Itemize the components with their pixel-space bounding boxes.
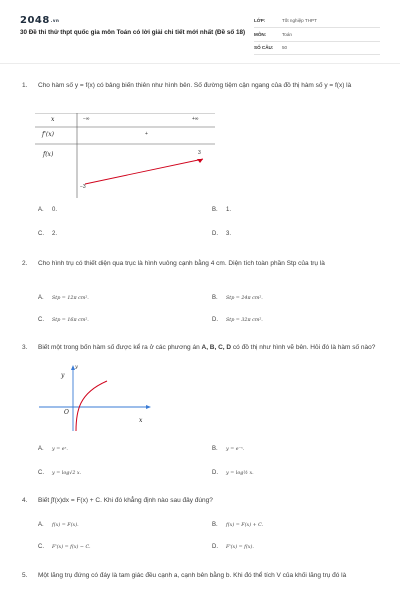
- vt-f-high: 3: [198, 150, 201, 156]
- vt-f-low: −3: [80, 184, 86, 190]
- q2-text: Cho hình trụ có thiết diện qua trục là hình vuông cạnh bằng 4 cm. Diện tích toàn phần Stp của trụ là: [38, 260, 325, 267]
- q2-option-c[interactable]: [38, 317, 89, 323]
- meta-class-value: Tốt nghiệp THPT: [282, 18, 317, 23]
- q4-option-a-text: f(x) = F(x).: [52, 523, 79, 528]
- vt-fp-sign: +: [145, 131, 148, 137]
- q3-graph-svg: [35, 363, 155, 433]
- page-header: [0, 0, 400, 60]
- logo-sub: .vn: [50, 17, 60, 23]
- q3-option-c-text: y = log√2 x.: [52, 471, 82, 476]
- logo-main: 2048: [20, 15, 50, 26]
- q1-option-d-letter: D.: [212, 231, 218, 237]
- q2-option-d-letter: D.: [212, 317, 218, 323]
- q5-number: 5.: [22, 572, 28, 579]
- vt-x-left: −∞: [83, 116, 90, 122]
- q1-option-c-letter: C.: [38, 231, 44, 237]
- q4-option-c[interactable]: [38, 544, 90, 550]
- q3-x-axis-label: x: [139, 417, 143, 424]
- q2-option-a[interactable]: [38, 295, 89, 301]
- q4-text: Biết ∫f(x)dx = F(x) + C. Khi đó khẳng định nào sau đây đúng?: [38, 497, 213, 504]
- q3-option-d-text: y = log½ x.: [226, 471, 254, 476]
- q1-text: Cho hàm số y = f(x) có bảng biến thiên như hình bên. Số đường tiệm cận ngang của đồ thị hàm số y = f(x) là: [38, 82, 352, 89]
- meta-count: [254, 43, 380, 55]
- variation-table-lines: [35, 113, 215, 203]
- document-title: 30 Đề thi thử thpt quốc gia môn Toán có lời giải chi tiết mới nhất (Đề số 18): [20, 29, 246, 36]
- meta-subject-value: Toán: [282, 32, 292, 37]
- q3-option-a-letter: A.: [38, 446, 44, 452]
- q3-option-d-letter: D.: [212, 470, 218, 476]
- q3-text-bold: A, B, C, D: [201, 344, 232, 351]
- q2-option-b-letter: B.: [212, 295, 218, 301]
- q3-text: [38, 343, 383, 353]
- q1-option-a[interactable]: [38, 207, 57, 213]
- q3-option-b-text: y = e⁻ˣ.: [226, 447, 245, 452]
- q2-option-a-letter: A.: [38, 295, 44, 301]
- q3-number: 3.: [22, 344, 28, 351]
- q3-option-a-text: y = eˣ.: [52, 447, 68, 452]
- q2-option-b[interactable]: [212, 295, 263, 301]
- q2-option-d-text: Stp = 32π cm².: [226, 318, 263, 323]
- q1-option-d[interactable]: [212, 231, 231, 237]
- q1-option-a-letter: A.: [38, 207, 44, 213]
- q2-number: 2.: [22, 260, 28, 267]
- q4-number: 4.: [22, 497, 28, 504]
- q1-option-c[interactable]: [38, 231, 57, 237]
- q3-option-a[interactable]: [38, 446, 68, 452]
- q3-text-a: Biết một trong bốn hàm số được kể ra ở các phương án: [38, 344, 202, 351]
- q1-option-b[interactable]: [212, 207, 231, 213]
- meta-subject: [254, 30, 380, 42]
- q3-y-side-label: y: [61, 372, 65, 379]
- vt-x-label: x: [51, 116, 55, 123]
- q2-option-d[interactable]: [212, 317, 263, 323]
- meta-class: [254, 16, 380, 28]
- meta-count-key: SỐ CÂU:: [254, 45, 274, 50]
- q3-option-c[interactable]: [38, 470, 81, 476]
- meta-subject-key: MÔN:: [254, 32, 267, 37]
- q2-option-a-text: Stp = 12π cm².: [52, 296, 89, 301]
- meta-count-value: 50: [282, 45, 288, 50]
- q4-option-c-text: F'(x) = f(x) − C.: [52, 545, 91, 550]
- meta-class-key: LỚP:: [254, 18, 266, 23]
- q2-option-c-text: Stp = 16π cm².: [52, 318, 89, 323]
- q1-option-c-text: 2.: [52, 231, 58, 237]
- q2-option-c-letter: C.: [38, 317, 44, 323]
- q1-option-a-text: 0.: [52, 207, 58, 213]
- vt-f-label: f(x): [43, 151, 54, 158]
- q4-option-b[interactable]: [212, 522, 263, 528]
- header-divider: [0, 63, 400, 64]
- q3-graph: [35, 363, 155, 433]
- q3-origin-label: O: [64, 409, 69, 416]
- q4-option-a[interactable]: [38, 522, 79, 528]
- q5-text: Một lăng trụ đứng có đáy là tam giác đều cạnh a, cạnh bên bằng b. Khi đó thể tích V của khối lăng trụ đó là: [38, 572, 347, 579]
- q1-variation-table: [35, 113, 215, 203]
- q4-option-d-text: F'(x) = f(x).: [226, 545, 254, 550]
- q4-option-c-letter: C.: [38, 544, 44, 550]
- q3-option-b-letter: B.: [212, 446, 218, 452]
- q4-option-d-letter: D.: [212, 544, 218, 550]
- vt-fp-label: f'(x): [42, 131, 54, 138]
- q1-option-b-text: 1.: [226, 207, 232, 213]
- q4-option-d[interactable]: [212, 544, 254, 550]
- q3-option-c-letter: C.: [38, 470, 44, 476]
- q4-option-b-letter: B.: [212, 522, 218, 528]
- q3-text-b: có đồ thị như hình vẽ bên. Hỏi đó là hàm số nào?: [231, 344, 376, 351]
- q4-option-b-text: f(x) = F(x) + C.: [226, 523, 264, 528]
- q3-option-d[interactable]: [212, 470, 254, 476]
- q1-option-b-letter: B.: [212, 207, 218, 213]
- q1-number: 1.: [22, 82, 28, 89]
- q3-option-b[interactable]: [212, 446, 244, 452]
- q2-option-b-text: Stp = 24π cm².: [226, 296, 263, 301]
- site-logo[interactable]: [20, 15, 59, 26]
- q1-option-d-text: 3.: [226, 231, 232, 237]
- q3-y-axis-label: y: [75, 364, 78, 370]
- vt-x-right: +∞: [192, 116, 199, 122]
- q4-option-a-letter: A.: [38, 522, 44, 528]
